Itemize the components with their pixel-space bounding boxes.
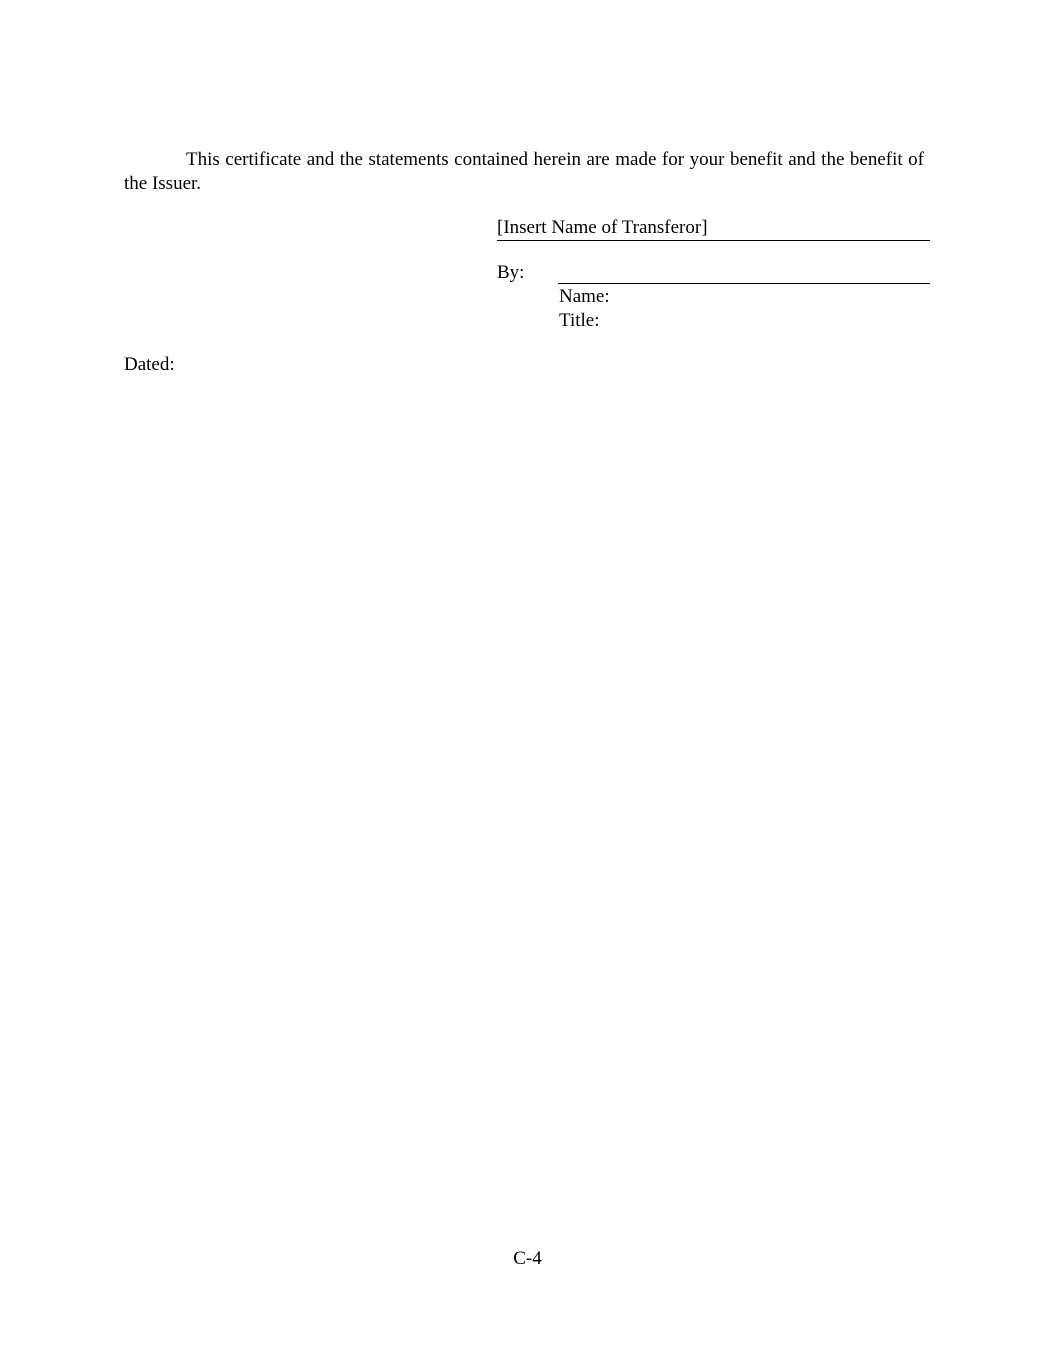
certificate-statement-paragraph: This certificate and the statements contained herein are made for your benefit and the benefit of the Issuer.: [124, 149, 924, 194]
dated-label: Dated:: [124, 354, 175, 375]
page-number: C-4: [513, 1248, 542, 1269]
title-label: Title:: [559, 310, 600, 331]
name-label: Name:: [559, 286, 610, 307]
transferor-name-field: [Insert Name of Transferor]: [497, 216, 930, 241]
by-label: By:: [497, 262, 525, 283]
signature-line: [558, 283, 930, 284]
